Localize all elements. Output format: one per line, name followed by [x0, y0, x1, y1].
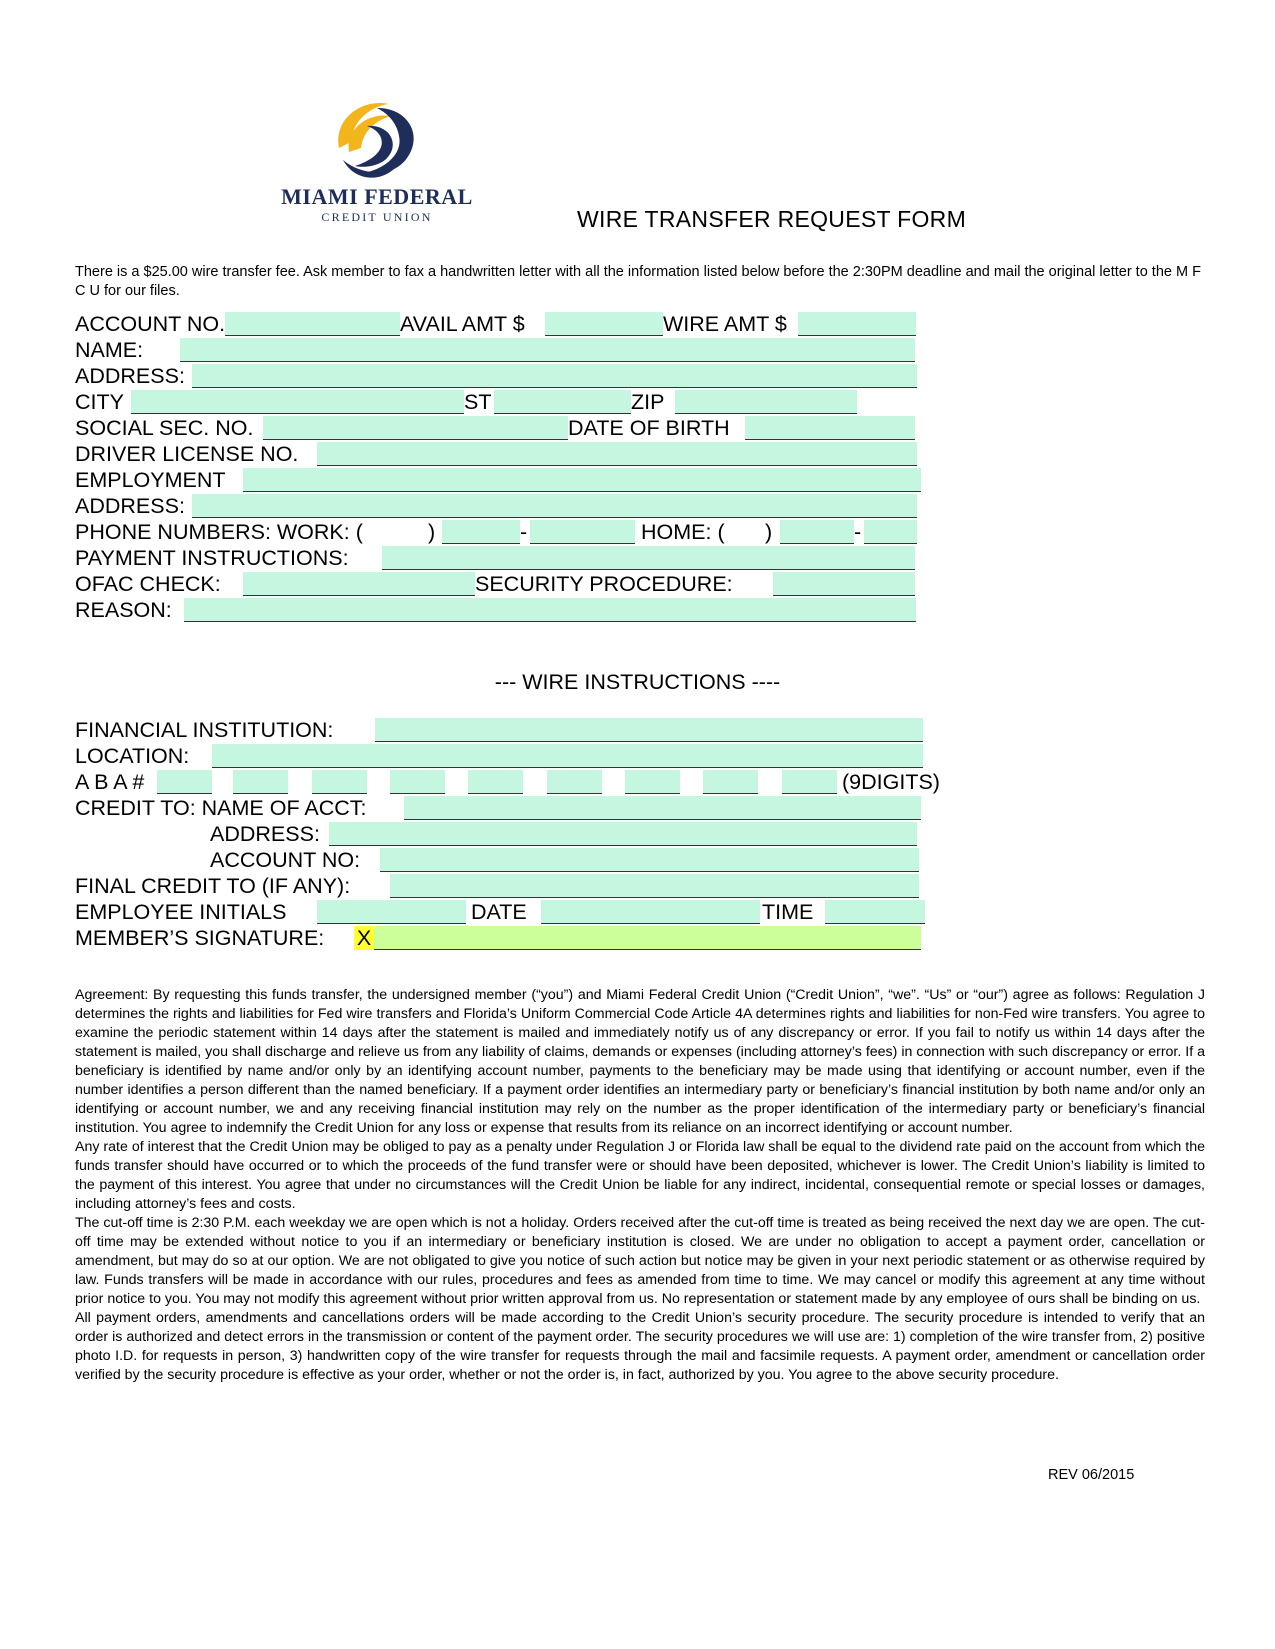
- intro-text: There is a $25.00 wire transfer fee. Ask member to fax a handwritten letter with all the information listed below before the 2:30PM deadline and mail the original letter to the M F C U for our files.: [75, 264, 1201, 299]
- employment-address-label: ADDRESS:: [75, 494, 185, 518]
- aba-digit-8[interactable]: [703, 770, 758, 794]
- work-line-field[interactable]: [530, 520, 635, 544]
- aba-digits-note: (9DIGITS): [842, 770, 940, 794]
- home-line-field[interactable]: [864, 520, 917, 544]
- date-label: DATE: [471, 900, 527, 924]
- employment-label: EMPLOYMENT: [75, 468, 226, 492]
- signature-x-mark: X: [354, 926, 374, 950]
- home-paren-close: ): [765, 520, 773, 544]
- location-field[interactable]: [212, 744, 923, 768]
- ssn-label: SOCIAL SEC. NO.: [75, 416, 254, 440]
- final-credit-field[interactable]: [390, 874, 919, 898]
- wire-amt-field[interactable]: [798, 312, 916, 336]
- work-prefix-field[interactable]: [442, 520, 520, 544]
- wire-amt-label: WIRE AMT $: [663, 312, 787, 336]
- credit-to-name-field[interactable]: [404, 796, 921, 820]
- credit-account-no-field[interactable]: [380, 848, 919, 872]
- employment-field[interactable]: [243, 468, 921, 492]
- avail-amt-label: AVAIL AMT $: [400, 312, 525, 336]
- agreement-paragraph: The cut-off time is 2:30 P.M. each weekday we are open which is not a holiday. Orders received after the cut-off time is treated as being received the next day we are open. The cut-off time may be extended without notice to you if an intermediary or beneficiary institution is closed. We are under no obligation to accept a payment order, cancellation or amendment, but may do so at our option. We are not obligated to give you notice of such action but notice may be given in your next periodic statement or as otherwise required by law. Funds transfers will be made in accordance with our rules, procedures and fees as amended from time to time. We may cancel or modify this agreement at any time without prior notice to you. You may not modify this agreement without prior written approval from us. No representation or statement made by any employee of ours shall be binding on us.: [75, 1215, 1205, 1307]
- city-field[interactable]: [131, 390, 464, 414]
- work-paren-close: ): [428, 520, 436, 544]
- home-label: HOME: (: [641, 520, 725, 544]
- credit-union-logo: [272, 96, 482, 226]
- aba-digit-4[interactable]: [390, 770, 445, 794]
- agreement-paragraph: All payment orders, amendments and cancellations orders will be made according to the Credit Union’s security procedure. The security procedure is intended to verify that an order is authorized and detect errors in the transmission or content of the payment order. The security procedures we will use are: 1) completion of the wire transfer from, 2) positive photo I.D. for requests in person, 3) handwritten copy of the wire transfer for requests through the mail and facsimile requests. A payment order, amendment or cancellation order verified by the security procedure is effective as your order, whether or not the order is, in fact, authorized by you. You agree to the above security procedure.: [75, 1310, 1205, 1383]
- account-no-field[interactable]: [225, 312, 400, 336]
- work-dash: -: [520, 520, 528, 544]
- employee-initials-field[interactable]: [317, 900, 466, 924]
- phone-work-label: PHONE NUMBERS: WORK: (: [75, 520, 363, 544]
- state-label: ST: [464, 390, 492, 414]
- city-label: CITY: [75, 390, 124, 414]
- aba-digit-2[interactable]: [233, 770, 288, 794]
- account-no-label: ACCOUNT NO.: [75, 312, 226, 336]
- state-field[interactable]: [494, 390, 631, 414]
- credit-to-label: CREDIT TO: NAME OF ACCT:: [75, 796, 367, 820]
- payment-instructions-field[interactable]: [382, 546, 915, 570]
- reason-label: REASON:: [75, 598, 172, 622]
- final-credit-label: FINAL CREDIT TO (IF ANY):: [75, 874, 351, 898]
- ofac-check-label: OFAC CHECK:: [75, 572, 221, 596]
- wire-instructions-heading: --- WIRE INSTRUCTIONS ----: [494, 670, 781, 694]
- ofac-check-field[interactable]: [243, 572, 475, 596]
- member-signature-field[interactable]: [374, 926, 921, 950]
- agreement-paragraph: Agreement: By requesting this funds transfer, the undersigned member (“you”) and Miami Federal Credit Union (“Credit Union”, “we”. “Us” or “our”) agree as follows: Regulation J determines the rights and liabilities for Fed wire transfers and Florida’s Uniform Commercial Code Article 4A determines rights and liabilities for non-Fed wire transfers. You agree to examine the periodic statement within 14 days after the statement is mailed and immediately notify us of any discrepancy or error. If you fail to notify us within 14 days after the statement is mailed, you shall discharge and relieve us from any liability of claims, demands or expenses (including attorney’s fees) in connection with such discrepancy or error. If a beneficiary is identified by name and/or only by an identifying account number, payments to the beneficiary may be made using that identifying or account number, even if the number identifies a person different than the named beneficiary. If a payment order identifies an intermediary party or beneficiary’s financial institution by both name and/or only an identifying or account number, we and any receiving financial institution may rely on the number as the proper identification of the intermediary party or beneficiary’s financial institution. You agree to indemnify the Credit Union for any loss or expense that results from its reliance on an incorrect identifying or account number.: [75, 987, 1205, 1136]
- logo-subtitle: CREDIT UNION: [321, 210, 433, 224]
- zip-label: ZIP: [631, 390, 665, 414]
- aba-digit-6[interactable]: [547, 770, 602, 794]
- dob-field[interactable]: [745, 416, 915, 440]
- aba-digit-3[interactable]: [312, 770, 367, 794]
- ssn-field[interactable]: [263, 416, 568, 440]
- home-dash: -: [854, 520, 862, 544]
- financial-institution-label: FINANCIAL INSTITUTION:: [75, 718, 334, 742]
- aba-label: A B A #: [75, 770, 145, 794]
- agreement-paragraph: Any rate of interest that the Credit Union may be obliged to pay as a penalty under Regulation J or Florida law shall be equal to the dividend rate paid on the account from which the funds transfer should have occurred or to which the proceeds of the fund transfer were or should have been deposited, whichever is lower. The Credit Union’s liability is limited to the payment of this interest. You agree that under no circumstances will the Credit Union be liable for any indirect, incidental, consequential remote or special losses or damages, including attorney’s fees and costs.: [75, 1139, 1205, 1212]
- zip-field[interactable]: [675, 390, 857, 414]
- employee-initials-label: EMPLOYEE INITIALS: [75, 900, 287, 924]
- name-field[interactable]: [180, 338, 915, 362]
- credit-address-field[interactable]: [329, 822, 917, 846]
- payment-instructions-label: PAYMENT INSTRUCTIONS:: [75, 546, 349, 570]
- swirl-logo-icon: [327, 96, 427, 184]
- date-field[interactable]: [541, 900, 760, 924]
- security-procedure-field[interactable]: [773, 572, 915, 596]
- address-field[interactable]: [192, 364, 917, 388]
- drivers-license-label: DRIVER LICENSE NO.: [75, 442, 299, 466]
- time-field[interactable]: [825, 900, 925, 924]
- logo-name: MIAMI FEDERAL: [281, 184, 473, 209]
- agreement-text: [75, 986, 1205, 1385]
- avail-amt-field[interactable]: [545, 312, 663, 336]
- location-label: LOCATION:: [75, 744, 190, 768]
- time-label: TIME: [762, 900, 814, 924]
- employment-address-field[interactable]: [192, 494, 917, 518]
- form-title: WIRE TRANSFER REQUEST FORM: [577, 206, 967, 232]
- dob-label: DATE OF BIRTH: [568, 416, 730, 440]
- member-signature-label: MEMBER’S SIGNATURE:: [75, 926, 325, 950]
- reason-field[interactable]: [184, 598, 916, 622]
- aba-digit-1[interactable]: [157, 770, 212, 794]
- financial-institution-field[interactable]: [375, 718, 923, 742]
- security-procedure-label: SECURITY PROCEDURE:: [475, 572, 733, 596]
- aba-digit-5[interactable]: [468, 770, 523, 794]
- home-prefix-field[interactable]: [780, 520, 854, 544]
- address-label: ADDRESS:: [75, 364, 185, 388]
- aba-digit-7[interactable]: [625, 770, 680, 794]
- aba-digit-9[interactable]: [782, 770, 837, 794]
- name-label: NAME:: [75, 338, 144, 362]
- credit-address-label: ADDRESS:: [210, 822, 320, 846]
- drivers-license-field[interactable]: [317, 442, 917, 466]
- credit-account-no-label: ACCOUNT NO:: [210, 848, 361, 872]
- revision-label: REV 06/2015: [1048, 1467, 1135, 1483]
